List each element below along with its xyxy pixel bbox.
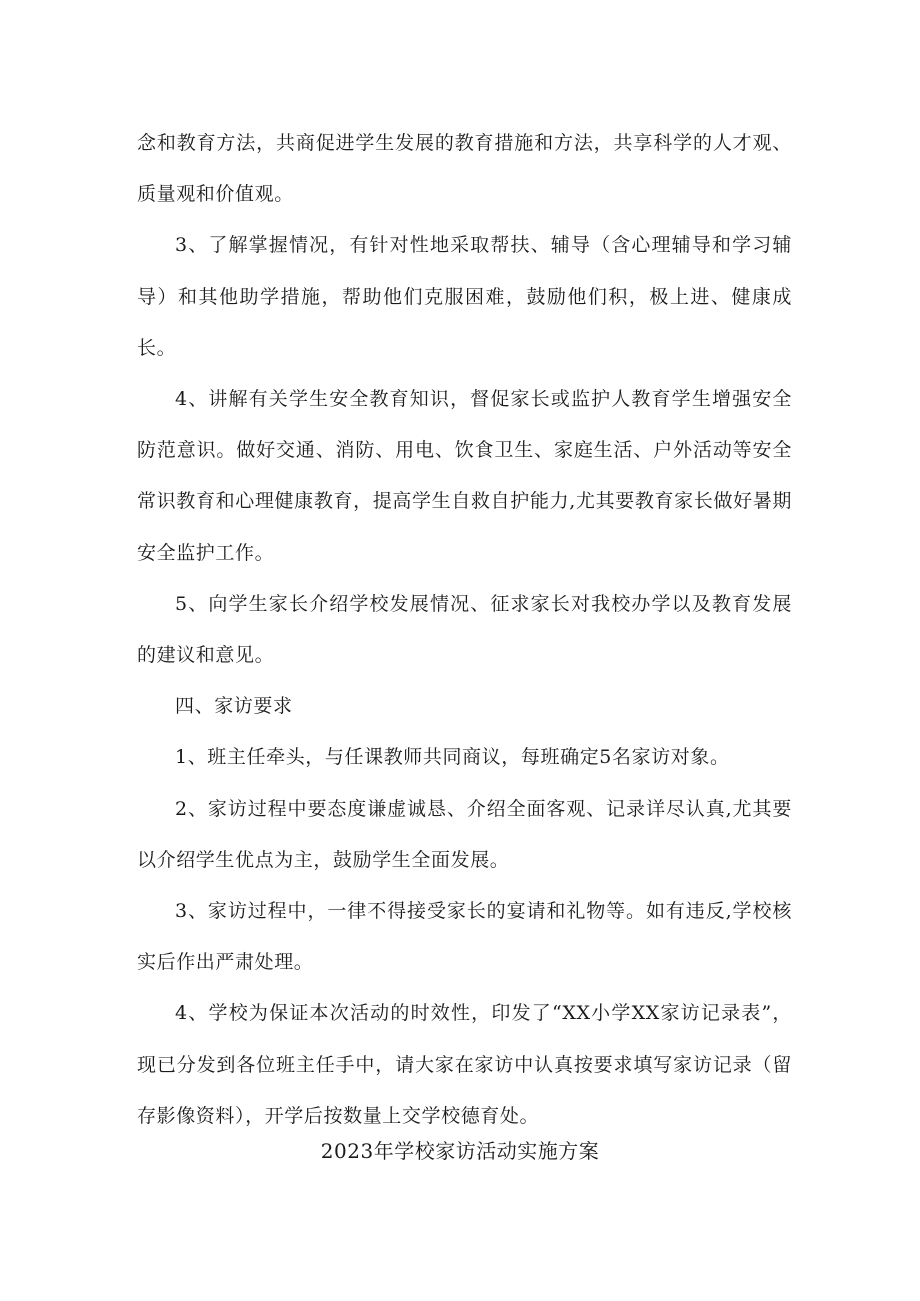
paragraph-item-3-assistance: 3、了解掌握情况，有针对性地采取帮扶、辅导（含心理辅导和学习辅导）和其他助学措施，帮助他们克服困难，鼓励他们积，极上进、健康成长。: [137, 234, 792, 359]
paragraph-requirement-4: 4、学校为保证本次活动的时效性，印发了“XX小学XX家访记录表”，现已分发到各位班主任手中，请大家在家访中认真按要求填写家访记录（留存影像资料），开学后按数量上交学校德育处。: [137, 1002, 792, 1127]
section-heading-visit-requirements: 四、家访要求: [175, 695, 293, 718]
paragraph-continuation: 念和教育方法，共商促进学生发展的教育措施和方法，共享科学的人才观、质量观和价值观。: [137, 132, 792, 206]
document-body: [137, 118, 792, 1142]
document-title: 2023年学校家访活动实施方案: [320, 1139, 600, 1163]
paragraph-requirement-1: 1、班主任牵头，与任课教师共同商议，每班确定5名家访对象。: [175, 746, 730, 769]
paragraph-item-4-safety: 4、讲解有关学生安全教育知识，督促家长或监护人教育学生增强安全防范意识。做好交通、消防、用电、饮食卫生、家庭生活、户外活动等安全常识教育和心理健康教育，提高学生自救自护能力,尤其要教育家长做好暑期安全监护工作。: [137, 388, 792, 564]
paragraph-item-5-school-development: 5、向学生家长介绍学校发展情况、征求家长对我校办学以及教育发展的建议和意见。: [137, 592, 792, 667]
paragraph-requirement-2: 2、家访过程中要态度谦虚诚恳、介绍全面客观、记录详尽认真,尤其要以介绍学生优点为主，鼓励学生全面发展。: [137, 797, 792, 871]
paragraph-requirement-3: 3、家访过程中，一律不得接受家长的宴请和礼物等。如有违反,学校核实后作出严肃处理。: [137, 900, 792, 974]
